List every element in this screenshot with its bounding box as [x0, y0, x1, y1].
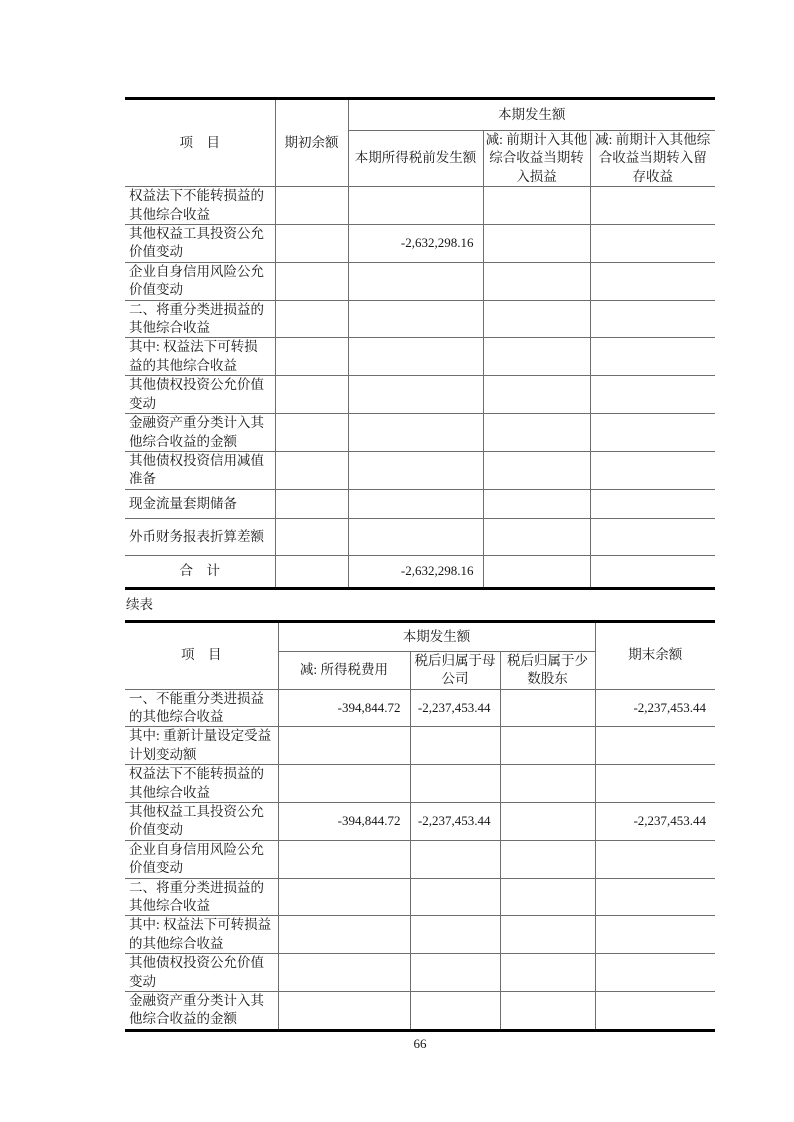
t2-cell-parent [410, 765, 500, 803]
t1-header-row-1 [125, 99, 715, 131]
t2-cell-parent [410, 878, 500, 916]
t1-cell-less-pl [483, 489, 590, 518]
t1-row-label: 二、将重分类进损益的其他综合收益 [125, 300, 275, 338]
table-row [125, 840, 715, 878]
oci-table-continued [125, 620, 715, 1032]
t1-cell-less-pl [483, 225, 590, 263]
t2-cell-parent [410, 992, 500, 1031]
table-row [125, 262, 715, 300]
t2-cell-tax: -394,844.72 [278, 689, 410, 727]
t2-col-item: 项 目 [125, 621, 278, 689]
page-content [125, 97, 715, 1032]
t1-cell-pretax [348, 518, 483, 555]
t2-cell-tax: -394,844.72 [278, 802, 410, 840]
page-number: 66 [413, 1036, 427, 1051]
t1-cell-less-retained [590, 262, 715, 300]
t1-cell-less-retained [590, 518, 715, 555]
t1-cell-less-pl [483, 300, 590, 338]
table-row [125, 518, 715, 555]
t1-row-label: 外币财务报表折算差额 [125, 518, 275, 555]
table-row [125, 414, 715, 452]
t1-row-label: 其他债权投资公允价值变动 [125, 376, 275, 414]
t2-cell-closing [595, 878, 715, 916]
table-row [125, 916, 715, 954]
t2-cell-closing: -2,237,453.44 [595, 689, 715, 727]
t2-cell-tax [278, 765, 410, 803]
table-row [125, 187, 715, 225]
t2-cell-parent [410, 916, 500, 954]
t1-cell-opening [275, 451, 348, 489]
table-row [125, 727, 715, 765]
t1-total-less-retained [590, 555, 715, 588]
t1-cell-less-pl [483, 414, 590, 452]
table-row [125, 992, 715, 1031]
t1-cell-pretax [348, 489, 483, 518]
t1-cell-less-retained [590, 451, 715, 489]
t1-cell-less-pl [483, 262, 590, 300]
t1-cell-pretax: -2,632,298.16 [348, 225, 483, 263]
t2-cell-closing: -2,237,453.44 [595, 802, 715, 840]
t2-header-row-1 [125, 621, 715, 651]
t1-cell-pretax [348, 187, 483, 225]
t2-row-label: 其他债权投资公允价值变动 [125, 954, 278, 992]
t2-cell-tax [278, 992, 410, 1031]
t1-cell-less-pl [483, 376, 590, 414]
t1-row-label: 企业自身信用风险公允价值变动 [125, 262, 275, 300]
t1-cell-less-retained [590, 376, 715, 414]
table-row [125, 338, 715, 376]
t2-col-after-tax-parent: 税后归属于母公司 [410, 651, 500, 689]
t2-cell-tax [278, 727, 410, 765]
t1-cell-less-retained [590, 300, 715, 338]
t1-col-pretax-amount: 本期所得税前发生额 [348, 131, 483, 187]
table-row [125, 689, 715, 727]
t1-total-less-pl [483, 555, 590, 588]
t1-cell-opening [275, 225, 348, 263]
t1-cell-opening [275, 187, 348, 225]
t1-cell-opening [275, 300, 348, 338]
t1-cell-opening [275, 262, 348, 300]
t2-cell-minority [500, 954, 595, 992]
t1-row-label: 其他权益工具投资公允价值变动 [125, 225, 275, 263]
t2-cell-minority [500, 916, 595, 954]
t1-cell-pretax [348, 414, 483, 452]
t1-total-label: 合 计 [125, 555, 275, 588]
t2-row-label: 企业自身信用风险公允价值变动 [125, 840, 278, 878]
t1-cell-less-retained [590, 338, 715, 376]
t2-cell-closing [595, 727, 715, 765]
t2-cell-minority [500, 689, 595, 727]
t2-cell-closing [595, 840, 715, 878]
t2-cell-minority [500, 840, 595, 878]
t2-col-less-income-tax: 减: 所得税费用 [278, 651, 410, 689]
t1-row-label: 金融资产重分类计入其他综合收益的金额 [125, 414, 275, 452]
t1-cell-less-pl [483, 187, 590, 225]
t1-total-opening [275, 555, 348, 588]
t2-row-label: 其他权益工具投资公允价值变动 [125, 802, 278, 840]
t2-row-label: 一、不能重分类进损益的其他综合收益 [125, 689, 278, 727]
t2-col-after-tax-minority: 税后归属于少数股东 [500, 651, 595, 689]
t1-col-opening-balance: 期初余额 [275, 99, 348, 187]
t1-cell-opening [275, 414, 348, 452]
table-row [125, 802, 715, 840]
t2-row-label: 金融资产重分类计入其他综合收益的金额 [125, 992, 278, 1031]
t2-row-label: 其中: 权益法下可转损益的其他综合收益 [125, 916, 278, 954]
t1-cell-less-retained [590, 225, 715, 263]
t1-colgroup-current-period: 本期发生额 [348, 99, 715, 131]
t1-cell-pretax [348, 451, 483, 489]
t2-cell-minority [500, 802, 595, 840]
t1-cell-less-retained [590, 414, 715, 452]
t2-cell-tax [278, 954, 410, 992]
t1-col-item: 项 目 [125, 99, 275, 187]
t2-cell-tax [278, 878, 410, 916]
table-row [125, 765, 715, 803]
t2-cell-minority [500, 992, 595, 1031]
t2-cell-closing [595, 765, 715, 803]
t1-cell-opening [275, 338, 348, 376]
t1-row-label: 其他债权投资信用减值准备 [125, 451, 275, 489]
t1-cell-less-retained [590, 187, 715, 225]
t1-col-less-transferred-to-pl: 减: 前期计入其他综合收益当期转入损益 [483, 131, 590, 187]
table-row [125, 225, 715, 263]
t2-row-label: 其中: 重新计量设定受益计划变动额 [125, 727, 278, 765]
t2-cell-minority [500, 765, 595, 803]
t1-row-label: 现金流量套期储备 [125, 489, 275, 518]
t2-cell-tax [278, 916, 410, 954]
t2-cell-parent [410, 840, 500, 878]
t2-row-label: 权益法下不能转损益的其他综合收益 [125, 765, 278, 803]
table-row [125, 376, 715, 414]
t1-cell-opening [275, 518, 348, 555]
table-row [125, 451, 715, 489]
t2-cell-parent: -2,237,453.44 [410, 802, 500, 840]
oci-table-first [125, 97, 715, 590]
t2-cell-closing [595, 916, 715, 954]
t1-cell-pretax [348, 262, 483, 300]
t1-cell-pretax [348, 300, 483, 338]
t1-cell-opening [275, 489, 348, 518]
t1-cell-pretax [348, 338, 483, 376]
t1-cell-less-pl [483, 338, 590, 376]
t2-row-label: 二、将重分类进损益的其他综合收益 [125, 878, 278, 916]
t1-cell-less-pl [483, 451, 590, 489]
t1-cell-less-pl [483, 518, 590, 555]
t1-col-less-transferred-to-retained: 减: 前期计入其他综合收益当期转入留存收益 [590, 131, 715, 187]
t1-row-label: 权益法下不能转损益的其他综合收益 [125, 187, 275, 225]
t2-cell-parent: -2,237,453.44 [410, 689, 500, 727]
t1-cell-less-retained [590, 489, 715, 518]
t2-cell-minority [500, 878, 595, 916]
table-row [125, 300, 715, 338]
t2-cell-tax [278, 840, 410, 878]
t1-cell-pretax [348, 376, 483, 414]
table-row [125, 954, 715, 992]
t1-row-label: 其中: 权益法下可转损益的其他综合收益 [125, 338, 275, 376]
t2-col-closing-balance: 期末余额 [595, 621, 715, 689]
t2-cell-closing [595, 992, 715, 1031]
t1-total-pretax: -2,632,298.16 [348, 555, 483, 588]
table-row [125, 878, 715, 916]
table-row [125, 489, 715, 518]
t1-cell-opening [275, 376, 348, 414]
t2-colgroup-current-period: 本期发生额 [278, 621, 595, 651]
t2-cell-parent [410, 954, 500, 992]
continuation-table-label: 续表 [126, 596, 153, 612]
t2-cell-closing [595, 954, 715, 992]
t2-cell-parent [410, 727, 500, 765]
total-row [125, 555, 715, 588]
t2-cell-minority [500, 727, 595, 765]
